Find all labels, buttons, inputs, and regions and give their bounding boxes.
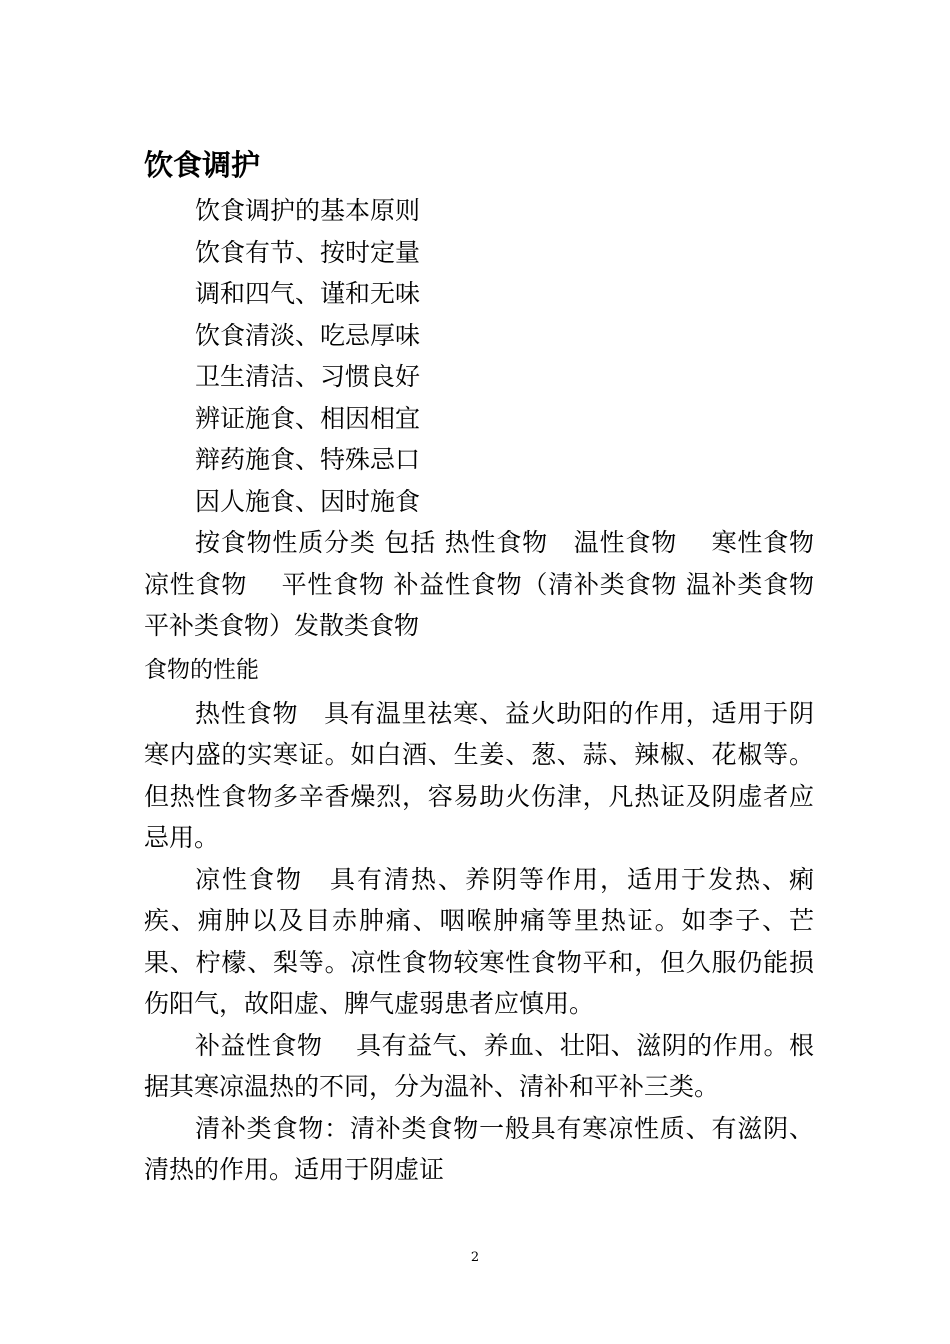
principle-item: 调和四气、谨和无味 [195, 279, 421, 308]
cool-food-paragraph: 凉性食物 具有清热、养阴等作用，适用于发热、痢疾、痈肿以及目赤肿痛、咽喉肿痛等里热证。如李子、芒果、柠檬、梨等。凉性食物较寒性食物平和，但久服仍能损伤阳气，故阳虚、脾气虚弱患者应慎用。 [144, 864, 814, 1018]
document-body [144, 140, 840, 1191]
page-number: 2 [470, 1250, 480, 1265]
principle-item: 饮食有节、按时定量 [195, 237, 421, 267]
properties-title: 食物的性能 [144, 656, 259, 683]
principles-title: 饮食调护的基本原则 [195, 196, 421, 225]
classification-paragraph: 按食物性质分类 包括 热性食物 温性食物 寒性食物 凉性食物 平性食物 补益性食物（清补类食物 温补类食物 平补类食物）发散类食物 [144, 528, 840, 640]
principle-item: 辨证施食、相因相宜 [195, 403, 421, 433]
tonic-food-paragraph: 补益性食物 具有益气、养血、壮阳、滋阴的作用。根据其寒凉温热的不同，分为温补、清补和平补三类。 [144, 1030, 814, 1101]
principle-item: 饮食清淡、吃忌厚味 [195, 320, 421, 350]
principle-item: 卫生清洁、习惯良好 [195, 362, 421, 391]
hot-food-paragraph: 热性食物 具有温里祛寒、益火助阳的作用，适用于阴寒内盛的实寒证。如白酒、生姜、葱、蒜、辣椒、花椒等。但热性食物多辛香燥烈，容易助火伤津，凡热证及阴虚者应忌用。 [144, 698, 814, 852]
clearing-tonic-paragraph: 清补类食物：清补类食物一般具有寒凉性质、有滋阴、清热的作用。适用于阴虚证 [144, 1113, 814, 1184]
principle-item: 因人施食、因时施食 [195, 486, 421, 516]
principle-item: 辩药施食、特殊忌口 [195, 445, 421, 474]
section-heading: 饮食调护 [144, 148, 261, 182]
